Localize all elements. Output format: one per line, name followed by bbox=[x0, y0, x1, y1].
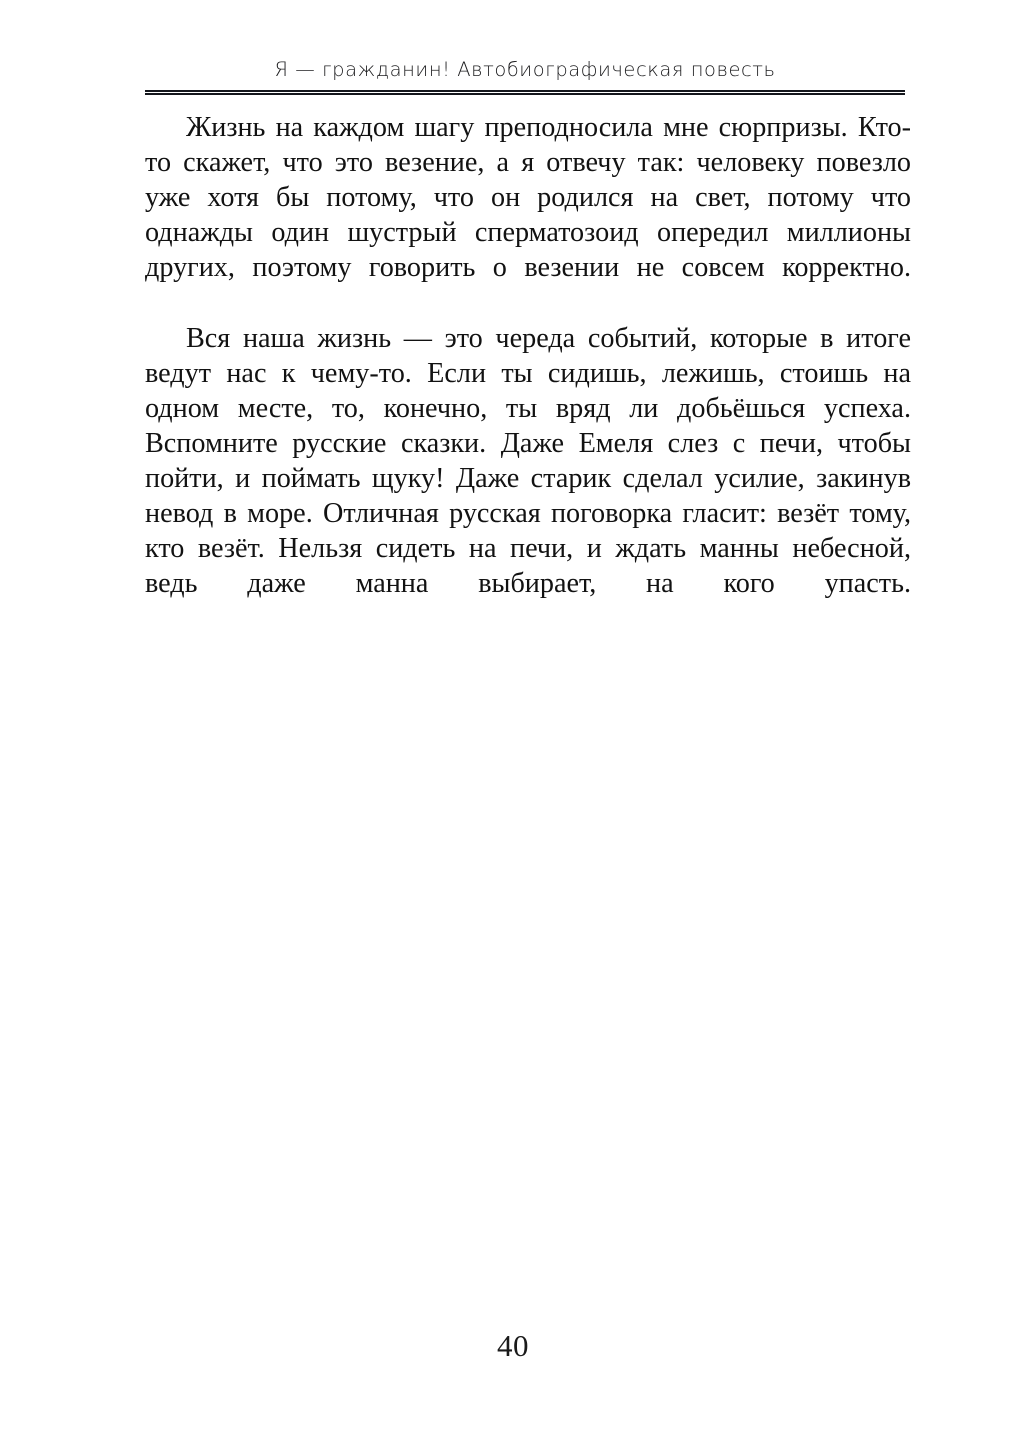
body-paragraph: Вся наша жизнь — это череда событий, которые в итоге ведут нас к чему-то. Если ты сидишь, лежишь, стоишь на одном месте, то, конечно, ты вряд ли добьёшься успеха. Вспомните русские сказки. Даже Емеля слез с печи, чтобы пойти, и поймать щуку! Даже старик сделал усилие, закинув невод в море. Отличная русская поговорка гласит: везёт тому, кто везёт. Нельзя сидеть на печи, и ждать манны небесной, ведь даже манна выбирает, на кого упасть. bbox=[145, 322, 911, 600]
header-rule-thin-line bbox=[145, 93, 905, 95]
header-rule bbox=[145, 90, 905, 95]
page-number: 40 bbox=[497, 1328, 529, 1363]
body-text-block bbox=[145, 110, 911, 636]
running-head: Я — гражданин! Автобиографическая повесть bbox=[274, 58, 776, 81]
body-paragraph: Жизнь на каждом шагу преподносила мне сюрпризы. Кто-то скажет, что это везение, а я отвечу так: человеку повезло уже хотя бы потому, что он родился на свет, потому что однажды один шустрый сперматозоид опередил миллионы других, поэтому говорить о везении не совсем корректно. bbox=[145, 112, 911, 284]
